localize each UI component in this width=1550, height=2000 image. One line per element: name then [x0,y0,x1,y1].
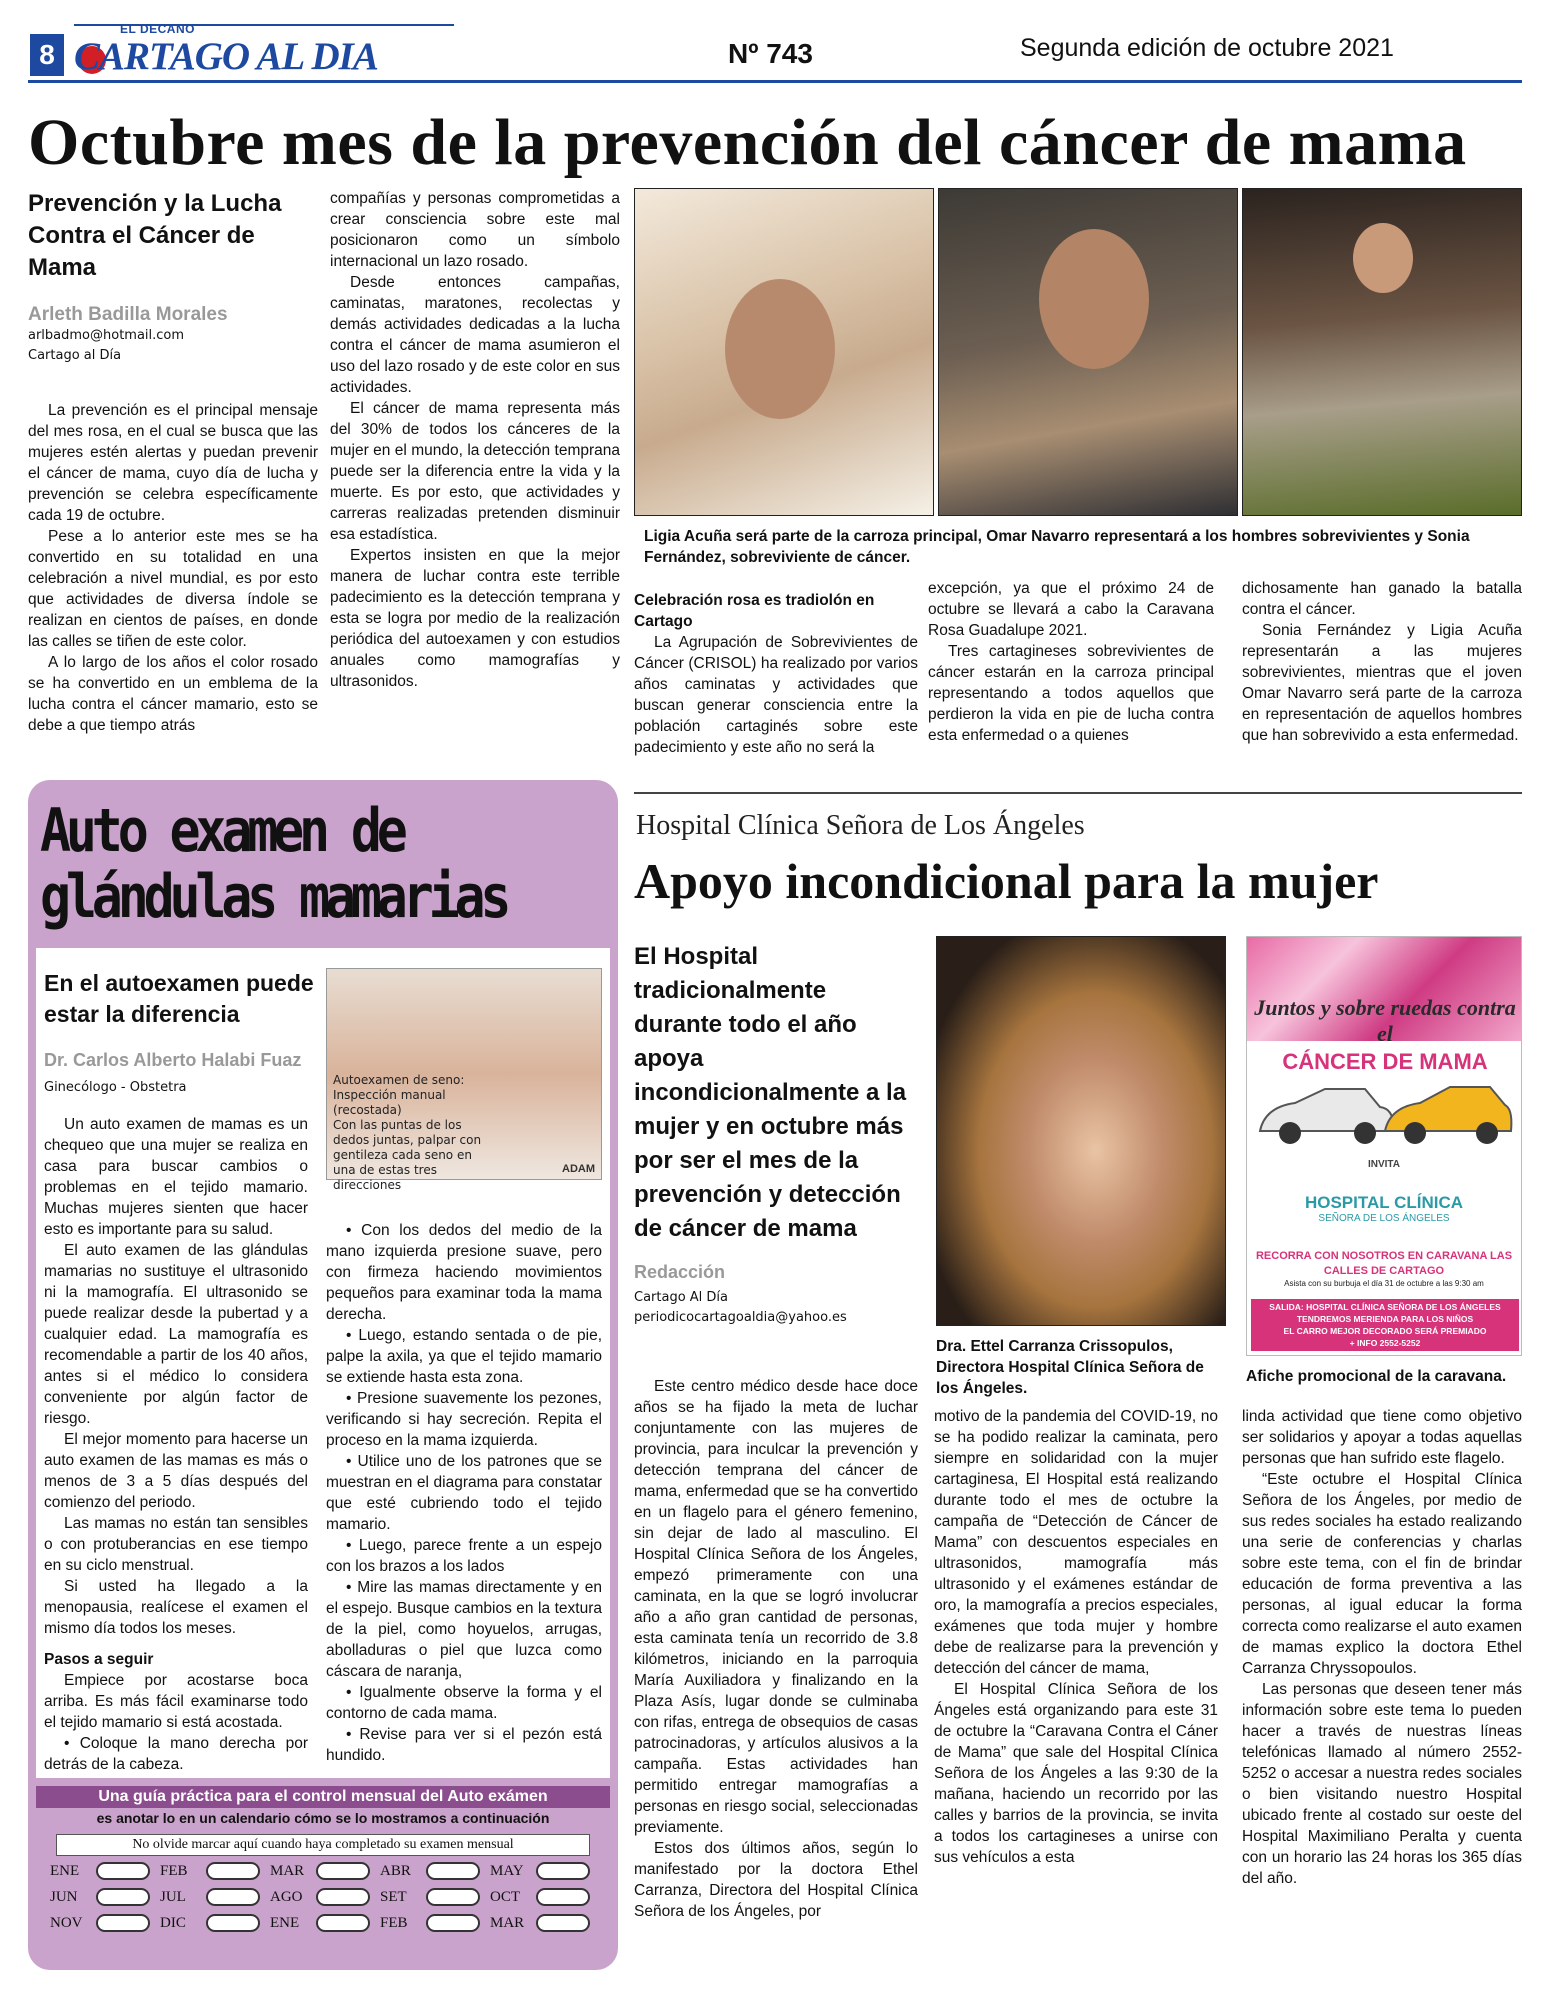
logo-tagline: EL DECANO [120,22,195,36]
article2-meta [634,1288,847,1328]
guide-subtitle: es anotar lo en un calendario cómo se lo mostramos a continuación [96,1810,550,1826]
paragraph: Este centro médico desde hace doce años se ha fijado la meta de luchar conjuntamente con las mujeres de provincia, para inculcar la prevención y detección temprana del cáncer de mama, enfermedad que se ha convertido en un flagelo para el género femenino, sin dejar de lado al masculino. El Hospital Clínica Señora de los Ángeles, empezó primeramente con una caminata, en la que se logró involucrar año a año gran cantidad de personas, esta caminata tenía un recorrido de 3.8 kilómetros, iniciando en la parroquia María Auxiliadora y finalizando en la Plaza Asís, lugar donde se culminaba con rifas, entrega de obsequios de casas patrocinadoras, y artículos alusivos a la campaña. Estas actividades han permitido entregar mamografías a personas en riesgo social, seleccionadas previamente. [634,1378,918,1836]
article1-column5 [1242,578,1522,746]
paragraph: excepción, ya que el próximo 24 de octubre se llevará a cabo la Caravana Rosa Guadalupe 2021. [928,580,1214,639]
paragraph: El mejor momento para hacerse un auto examen de las mamas es más o menos de 3 a 5 días después del comienzo del periodo. [44,1431,308,1511]
monthly-guide [36,1786,610,1962]
month-label: SET [380,1888,407,1905]
poster-hospital: HOSPITAL CLÍNICA [1304,1193,1464,1212]
paragraph: Desde entonces campañas, caminatas, maratones, recolectas y demás actividades dedicadas a la lucha contra el cáncer de mama asumieron el uso del lazo rosado y de este color en sus actividades. [330,274,620,396]
list-item: • Luego, estando sentada o de pie, palpe la axila, ya que el tejido mamario se extiende hasta esta zona. [326,1327,602,1386]
month-oval[interactable] [316,1888,370,1906]
box-subtitle: En el autoexamen puede estar la diferencia [44,970,314,1027]
month-oval[interactable] [536,1914,590,1932]
month-checkbox[interactable] [50,1862,160,1880]
article2-headline: Apoyo incondicional para la mujer [634,853,1379,909]
month-oval[interactable] [316,1914,370,1932]
article2-email: periodicocartagoaldia@yahoo.es [634,1310,847,1325]
section-title: Celebración rosa es tradiolón en Cartago [634,592,875,630]
box-author-role: Ginecólogo - Obstetra [44,1080,187,1095]
month-label: NOV [50,1914,83,1931]
month-label: JUL [160,1888,186,1905]
paragraph: Estos dos últimos años, según lo manifestado por la doctora Ethel Carranza, Directora del Hospital Clínica Señora de los Ángeles, por [634,1840,918,1920]
article1-column4 [928,578,1214,746]
box-column2 [326,1220,602,1766]
month-checkbox[interactable] [160,1914,270,1932]
month-label: FEB [160,1862,188,1879]
month-label: OCT [490,1888,520,1905]
month-checkbox[interactable] [50,1914,160,1932]
box-column1 [44,1114,308,1775]
month-label: MAY [490,1862,524,1879]
article2-author: Redacción [634,1262,726,1282]
month-label: ENE [50,1862,80,1879]
month-checkbox[interactable] [160,1862,270,1880]
paragraph: Las personas que deseen tener más información sobre este tema lo pueden hacer a través de nuestras líneas telefónicas llamado al número 2552-5252 o accesar a nuestra redes sociales o bien visitando nuestro Hospital ubicado frente al costado sur oeste del Hospital Maximiliano Peralta y cuenta con un horario las 24 horas los 365 días del año. [1242,1681,1522,1887]
paragraph: La Agrupación de Sobrevivientes de Cáncer (CRISOL) ha realizado por varios años caminatas y actividades que buscan generar consciencia entre la población cartaginés sobre este padecimiento y este año no será la [634,634,918,756]
month-oval[interactable] [426,1862,480,1880]
list-item: • Con los dedos del medio de la mano izquierda presione suave, pero con firmeza haciendo movimientos pequeños para examinar toda la mama derecha. [326,1222,602,1323]
section-divider [634,792,1522,794]
article1-author: Arleth Badilla Morales [28,304,228,325]
paragraph: “Este octubre el Hospital Clínica Señora de los Ángeles, por medio de sus redes sociales ha estado realizando una serie de conferencias y charlas sobre este tema, con el fin de brindar educación de forma preventiva a las personas, al igual educar la forma correcta como realizarse el auto examen de mamas explico la doctora Ethel Carranza Chryssopoulos. [1242,1471,1522,1677]
paragraph: Un auto examen de mamas es un chequeo que una mujer se realiza en casa para buscar cambios o problemas en el tejido mamario. Muchas mujeres sienten que hacer esto es importante para su salud. [44,1116,308,1238]
list-item: • Luego, parece frente a un espejo con los brazos a los lados [326,1537,602,1575]
poster-hospital-sub: SEÑORA DE LOS ÁNGELES [1318,1213,1450,1224]
month-oval[interactable] [96,1914,150,1932]
poster-title2: CÁNCER DE MAMA [1282,1049,1488,1074]
month-checkbox[interactable] [380,1862,490,1880]
month-checkbox[interactable] [490,1914,600,1932]
logo-name: CARTAGO AL DIA [74,35,378,78]
month-oval[interactable] [96,1862,150,1880]
month-label: DIC [160,1914,186,1931]
photo-ligia-acuna [634,188,934,516]
month-oval[interactable] [206,1888,260,1906]
month-checkbox[interactable] [50,1888,160,1906]
poster-recorra: RECORRA CON NOSOTROS EN CARAVANA LAS CALLES DE CARTAGO [1255,1250,1513,1277]
paragraph: Sonia Fernández y Ligia Acuña representarán a las mujeres sobrevivientes, mientras que el joven Omar Navarro será parte de la carroza en representación de aquellos hombres que han sobrevivido a esta enfermedad. [1242,622,1522,744]
month-oval[interactable] [96,1888,150,1906]
paragraph: Expertos insisten en que la mejor manera de luchar contra este terrible padecimiento es la detección temprana y esta se logra por medio de la realización periódica del autoexamen y con estudios anuales como mamografías y ultrasonidos. [330,547,620,690]
poster-caption: Afiche promocional de la caravana. [1246,1368,1507,1385]
month-checkbox[interactable] [490,1888,600,1906]
month-grid [50,1862,600,1932]
month-oval[interactable] [536,1888,590,1906]
photo-ettel-carranza [936,936,1226,1326]
paragraph: Empiece por acostarse boca arriba. Es más fácil examinarse todo el tejido mamario si está acostada. [44,1672,308,1731]
paragraph: El cáncer de mama representa más del 30% de todos los cánceres de la mujer en el mundo, la detección temprana puede ser la diferencia entre la vida y la muerte. Es por esto, que actividades y carreras realizadas pretenden disminuir esa estadística. [330,400,620,543]
paragraph: La prevención es el principal mensaje del mes rosa, en el cual se busca que las mujeres estén alertas y puedan prevenir el cáncer de mama, cuyo día de lucha y prevención se celebra específicamente cada 19 de octubre. [28,402,318,524]
month-oval[interactable] [316,1862,370,1880]
box-author: Dr. Carlos Alberto Halabi Fuaz [44,1050,302,1070]
paragraph: motivo de la pandemia del COVID-19, no se ha podido realizar la caminata, pero siempre en solidaridad con la mujer cartaginesa, El Hospital está realizando durante todo el mes de octubre la campaña de “Detección de Cáncer de Mama” con descuentos especiales en ultrasonidos, mamografía más ultrasonido y el exámenes estándar de oro, la mamografía a precios especiales, exámenes que toda mujer y hombre debe de realizarse para la prevención y detección del cáncer de mama, [934,1408,1218,1677]
article1-column2 [330,188,620,692]
poster-invita: INVITA [1367,1159,1401,1170]
month-checkbox[interactable] [490,1862,600,1880]
diagram-caption: Autoexamen de seno: Inspección manual (recostada) Con las puntas de los dedos juntas, palpar con gentileza cada seno en una de estas tres direcciones [333,1073,482,1192]
month-checkbox[interactable] [380,1914,490,1932]
poster-title: Juntos y sobre ruedas contra el [1254,995,1516,1046]
month-checkbox[interactable] [380,1888,490,1906]
photo-caption: Dra. Ettel Carranza Crissopulos, Directora Hospital Clínica Señora de los Ángeles. [936,1338,1204,1397]
month-oval[interactable] [426,1914,480,1932]
month-label: MAR [270,1862,305,1879]
paragraph: Tres cartagineses sobrevivientes de cáncer estarán en la carroza principal representando a todos aquellos que perdieron la vida en pie de lucha contra esta enfermedad o a quienes [928,643,1214,744]
month-checkbox[interactable] [160,1888,270,1906]
article1-email: arlbadmo@hotmail.com [28,328,185,343]
poster-asista: Asista con su burbuja el día 31 de octubre a las 9:30 am [1284,1279,1484,1288]
paragraph: Pese a lo anterior este mes se ha convertido en su totalidad en una celebración a nivel mundial, es por esto que actividades de diversa índole se realizan en cientos de países, en donde las calles se tiñen de este color. [28,528,318,650]
cars-image [1255,1079,1515,1149]
article2-column3 [1242,1406,1522,1889]
article2-column2 [934,1406,1218,1868]
box-title: Auto examen de glándulas mamarias [40,796,507,932]
paragraph: linda actividad que tiene como objetivo ser solidarios y apoyar a todas aquellas personas que han sufrido este flagelo. [1242,1408,1522,1467]
list-item: • Presione suavemente los pezones, verificando si hay secreción. Repita el proceso en la mama izquierda. [326,1390,602,1449]
paragraph: Si usted ha llegado a la menopausia, realícese el examen el mismo día todos los meses. [44,1578,308,1637]
header-rule [28,80,1522,83]
month-oval[interactable] [426,1888,480,1906]
steps-title: Pasos a seguir [44,1651,154,1668]
month-label: ABR [380,1862,411,1879]
article1-subtitle: Prevención y la Lucha Contra el Cáncer de Mama [28,190,282,281]
photo-sonia-fernandez [1242,188,1522,516]
paragraph: El auto examen de las glándulas mamarias no sustituye el ultrasonido ni la mamografía. El ultrasonido se puede realizar desde la pubertad y a cualquier edad. La mamografía es recomendable a partir de los 40 años, antes si el médico lo considera conveniente por algún factor de riesgo. [44,1242,308,1427]
list-item: • Utilice uno de los patrones que se muestran en el diagrama para constatar que esté cubriendo todo el tejido mamario. [326,1453,602,1533]
newspaper-logo [74,22,378,84]
list-item: • Revise para ver si el pezón está hundido. [326,1726,602,1764]
month-oval[interactable] [206,1914,260,1932]
paragraph: El Hospital Clínica Señora de los Ángeles está organizando para este 31 de octubre la “Caravana Contra el Cáner de Mama” que sale del Hospital Clínica Señora de los Ángeles a las 9:30 de la mañana, haciendo un recorrido por las calles y barrios de la provincia, se invita a todos los cartagineses a unirse con sus vehículos a esta [934,1681,1218,1866]
month-checkbox[interactable] [270,1888,380,1906]
page-number: 8 [30,34,64,76]
article1-column3 [634,590,918,758]
main-headline: Octubre mes de la prevención del cáncer de mama [28,106,1467,179]
guide-title: Una guía práctica para el control mensual del Auto exámen [36,1786,610,1808]
article2-kicker: Hospital Clínica Señora de Los Ángeles [636,810,1085,841]
month-checkbox[interactable] [270,1914,380,1932]
article2-subtitle: El Hospital tradicionalmente durante todo el año apoya incondicionalmente a la mujer y en octubre más por ser el mes de la prevención y detección de cáncer de mama [634,943,907,1242]
edition-date: Segunda edición de octubre 2021 [1020,34,1394,62]
photo-caption: Ligia Acuña será parte de la carroza principal, Omar Navarro representará a los hombres sobrevivientes y Sonia Fernández, sobreviviente de cáncer. [644,528,1470,566]
article2-column1 [634,1376,918,1922]
month-label: ENE [270,1914,300,1931]
paragraph: compañías y personas comprometidas a crear consciencia sobre este mal posicionaron como un símbolo internacional un lazo rosado. [330,190,620,270]
month-oval[interactable] [206,1862,260,1880]
month-label: MAR [490,1914,525,1931]
photo-omar-navarro [938,188,1238,516]
month-label: AGO [270,1888,303,1905]
month-oval[interactable] [536,1862,590,1880]
poster-band: SALIDA: HOSPITAL CLÍNICA SEÑORA DE LOS ÁNGELES TENDREMOS MERIENDA PARA LOS NIÑOS EL CARRO MEJOR DECORADO SERÁ PREMIADO + INFO 2552-5252 [1251,1299,1519,1351]
paragraph: Las mamas no están tan sensibles o con protuberancias en ese tiempo en su ciclo menstrual. [44,1515,308,1574]
list-item: • Mire las mamas directamente y en el espejo. Busque cambios en la textura de la piel, como hoyuelos, arrugas, abolladuras o piel que luzca como cáscara de naranja, [326,1579,602,1680]
article1-column1 [28,188,318,736]
paragraph: dichosamente han ganado la batalla contra el cáncer. [1242,580,1522,618]
month-checkbox[interactable] [270,1862,380,1880]
article1-outlet: Cartago al Día [28,348,122,363]
self-exam-diagram [326,968,602,1192]
paragraph: A lo largo de los años el color rosado se ha convertido en un emblema de la lucha contra el cáncer mamario, esto se debe a que tiempo atrás [28,654,318,734]
article2-outlet: Cartago Al Día [634,1290,729,1305]
month-label: FEB [380,1914,408,1931]
list-item: • Igualmente observe la forma y el contorno de cada mama. [326,1684,602,1722]
month-label: JUN [50,1888,78,1905]
guide-note: No olvide marcar aquí cuando haya completado su examen mensual [56,1834,590,1856]
diagram-brand: ADAM [562,1163,595,1175]
paragraph: • Coloque la mano derecha por detrás de la cabeza. [44,1735,308,1773]
issue-number: Nº 743 [728,38,813,69]
caravan-poster [1246,936,1522,1356]
